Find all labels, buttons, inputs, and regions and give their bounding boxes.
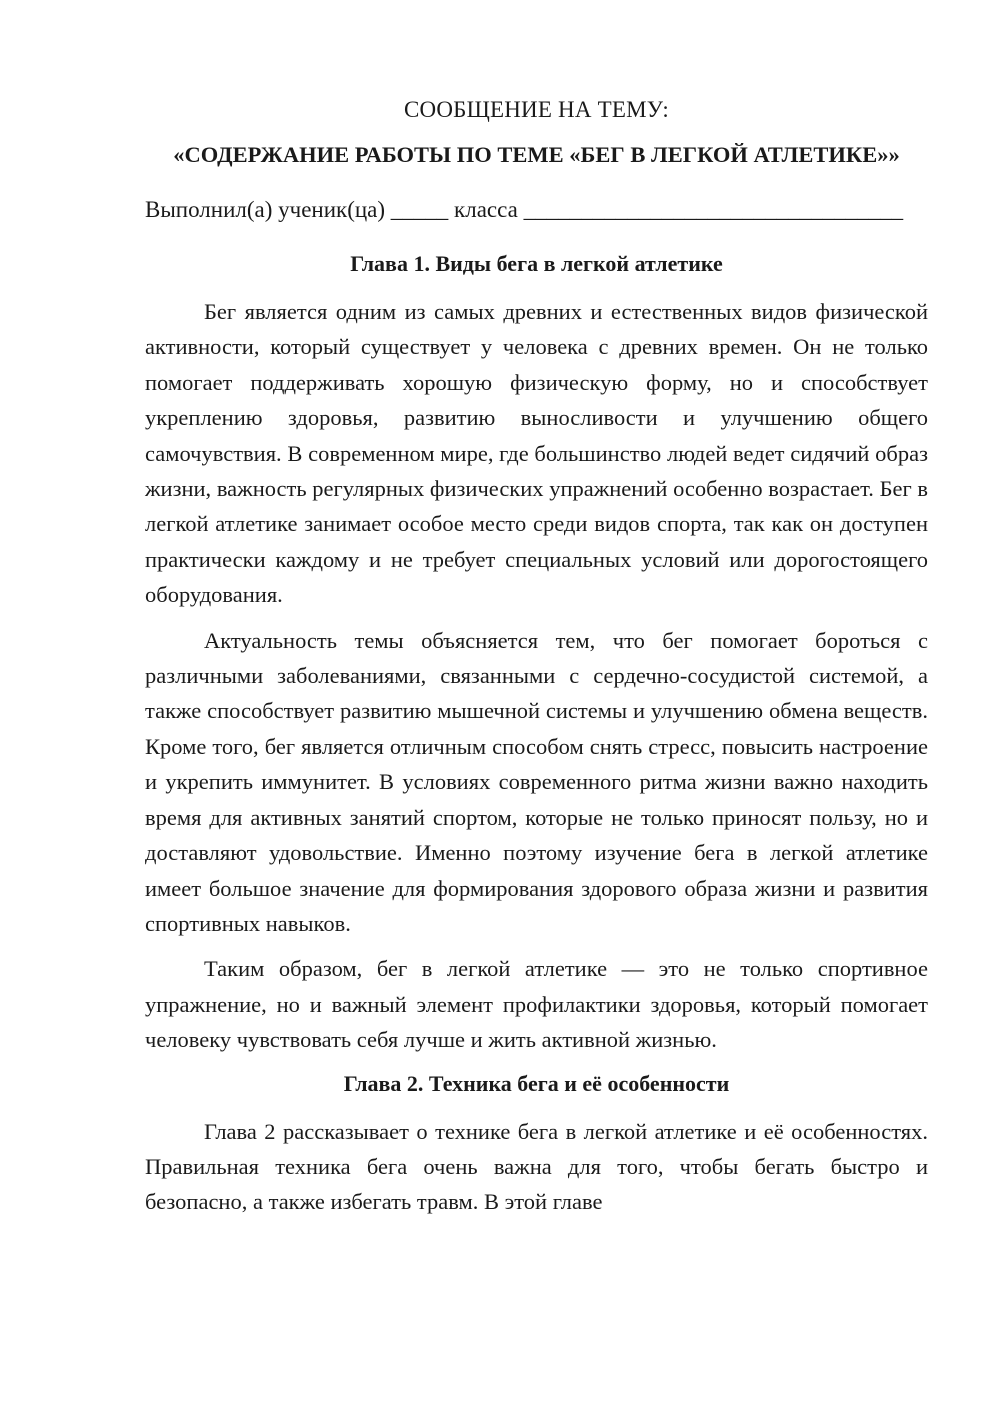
chapter-1-paragraph-3: Таким образом, бег в легкой атлетике — это не только спортивное упражнение, но и важный элемент профилактики здоровья, который помогает человеку чувствовать себя лучше и жить активной жизнью.: [145, 956, 928, 1053]
document-page: [145, 94, 928, 1220]
chapter-2-heading: Глава 2. Техника бега и её особенности: [343, 1070, 730, 1096]
chapter-1-paragraph-1: Бег является одним из самых древних и естественных видов физической активности, который существует у человека с древних времен. Он не только помогает поддерживать хорошую физическую форму, но и способствует укреплению здоровья, развитию выносливости и улучшению общего самочувствия. В современном мире, где большинство людей ведет сидячий образ жизни, важность регулярных физических упражнений особенно возрастает. Бег в легкой атлетике занимает особое место среди видов спорта, так как он доступен практически каждому и не требует специальных условий или дорогостоящего оборудования.: [145, 299, 928, 608]
chapter-1: [145, 248, 928, 1058]
author-line: Выполнил(а) ученик(ца) _____ класса _________________________________: [145, 197, 904, 222]
chapter-2-paragraph-1: Глава 2 рассказывает о технике бега в легкой атлетике и её особенностях. Правильная техника бега очень важна для того, чтобы бегать быстро и безопасно, а также избегать травм. В этой главе: [145, 1118, 928, 1215]
chapter-1-paragraph-2: Актуальность темы объясняется тем, что бег помогает бороться с различными заболеваниями, связанными с сердечно-сосудистой системой, а также способствует развитию мышечной системы и улучшению обмена веществ. Кроме того, бег является отличным способом снять стресс, повысить настроение и укрепить иммунитет. В условиях современного ритма жизни важно находить время для активных занятий спортом, которые не только приносят пользу, но и доставляют удовольствие. Именно поэтому изучение бега в легкой атлетике имеет большое значение для формирования здорового образа жизни и развития спортивных навыков.: [145, 627, 928, 936]
chapter-1-heading: Глава 1. Виды бега в легкой атлетике: [350, 251, 723, 276]
chapter-2: [145, 1068, 928, 1220]
document-title: СООБЩЕНИЕ НА ТЕМУ:: [404, 97, 669, 122]
document-subtitle: «СОДЕРЖАНИЕ РАБОТЫ ПО ТЕМЕ «БЕГ В ЛЕГКОЙ АТЛЕТИКЕ»»: [173, 142, 900, 167]
